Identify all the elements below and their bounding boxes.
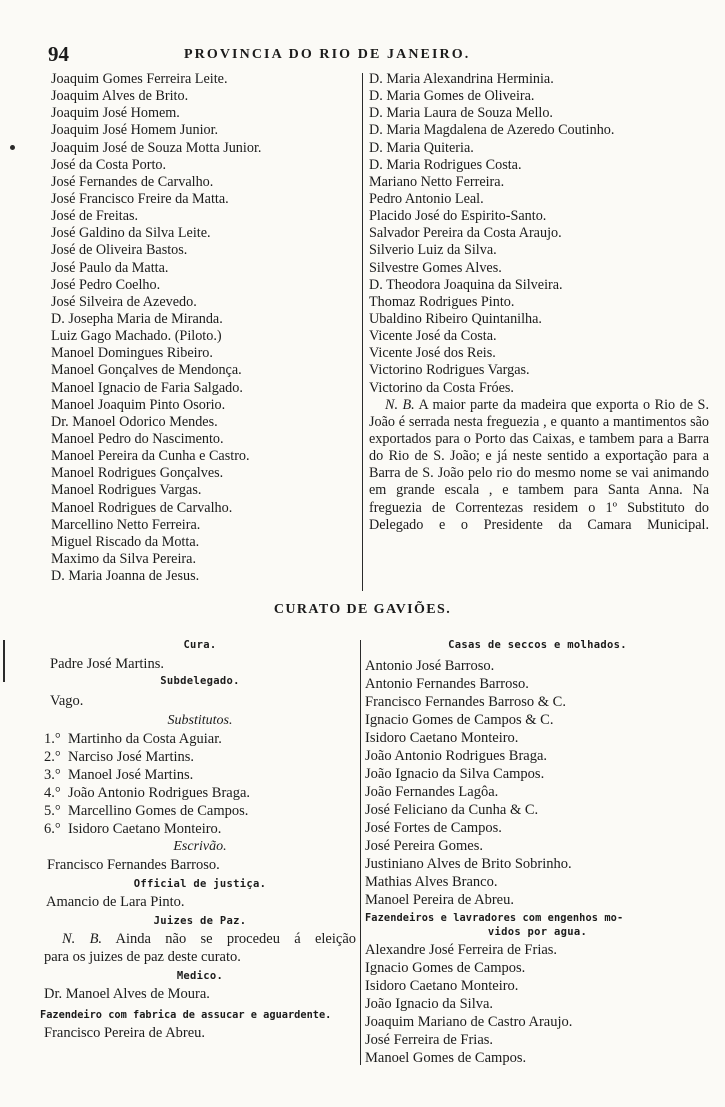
substituto-name: Marcellino Gomes de Campos. xyxy=(68,803,249,819)
name-entry: Miguel Riscado da Motta. xyxy=(51,533,200,550)
substituto-number: 2.° xyxy=(44,749,61,765)
lavradores-header-line-1: Fazendeiros e lavradores com engenhos mo- xyxy=(365,912,624,924)
substituto-entry xyxy=(44,820,356,838)
name-entry: Luiz Gago Machado. (Piloto.) xyxy=(51,328,222,345)
juizes-note-second-part: para os juizes de paz deste curato. xyxy=(44,949,241,965)
name-entry: D. Josepha Maria de Miranda. xyxy=(51,310,223,327)
lavrador-entry: Ignacio Gomes de Campos. xyxy=(365,960,526,976)
casa-entry: João Antonio Rodrigues Braga. xyxy=(365,748,548,764)
name-entry: Joaquim José Homem Junior. xyxy=(51,122,219,139)
fazendeiro-name: Francisco Pereira de Abreu. xyxy=(44,1025,206,1041)
lavradores-header-line-2: vidos por agua. xyxy=(487,926,588,938)
name-entry: Manoel Pereira da Cunha e Castro. xyxy=(51,448,250,465)
name-entry: D. Maria Joanna de Jesus. xyxy=(51,568,200,585)
note-text: A maior parte da madeira que exporta o Rio de S. João é serrada nesta freguezia , e quanto a mantimentos são exportados para o Porto das Caixas, e tambem para a Barra do Rio de S. João; e já neste sentido a exportação para a Barra de S. João pelo rio do mesmo nome se vai animando em grande escala , e tambem para Santa Anna. Na freguezia de Correntezas residem o 1º Substituto do Delegado e o Presidente da Camara Municipal. xyxy=(369,396,709,533)
substituto-number: 3.° xyxy=(44,767,61,783)
name-entry: Maximo da Silva Pereira. xyxy=(51,550,196,567)
substituto-number: 5.° xyxy=(44,803,61,819)
curato-commerce-column xyxy=(365,639,710,1067)
subdelegado-header: Subdelegado. xyxy=(160,675,240,687)
curato-officials-column xyxy=(40,639,357,1042)
name-entry: D. Maria Alexandrina Herminia. xyxy=(369,71,554,87)
substituto-number: 6.° xyxy=(44,821,61,837)
name-entry: Manoel Rodrigues Gonçalves. xyxy=(51,465,224,482)
substituto-entry xyxy=(44,730,356,748)
note-label: N. B. xyxy=(385,396,415,413)
juizes-note-first-part: Ainda não se procedeu á eleição xyxy=(115,931,357,947)
running-title: PROVINCIA DO RIO DE JANEIRO. xyxy=(184,47,471,62)
name-entry: José Francisco Freire da Matta. xyxy=(51,190,229,207)
name-entry: Marcellino Netto Ferreira. xyxy=(51,516,201,533)
name-entry: D. Maria Gomes de Oliveira. xyxy=(369,88,535,105)
name-entry: D. Maria Magdalena de Azeredo Coutinho. xyxy=(369,122,615,139)
casa-entry: João Ignacio da Silva Campos. xyxy=(365,766,545,782)
substituto-name: Narciso José Martins. xyxy=(68,749,195,765)
name-entry: Vicente José dos Reis. xyxy=(369,345,496,362)
casa-entry: Ignacio Gomes de Campos & C. xyxy=(365,712,554,728)
name-entry: Placido José do Espirito-Santo. xyxy=(369,208,547,225)
name-entry: Manoel Rodrigues de Carvalho. xyxy=(51,499,233,516)
casa-entry: Francisco Fernandes Barroso & C. xyxy=(365,694,566,710)
lavradores-list xyxy=(365,941,710,1067)
top-column-rule xyxy=(362,73,363,591)
juizes-header: Juizes de Paz. xyxy=(153,915,247,927)
subdelegado-name: Vago. xyxy=(50,693,84,709)
casas-list xyxy=(365,657,710,909)
name-entry: José Galdino da Silva Leite. xyxy=(51,225,211,242)
name-entry: Mariano Netto Ferreira. xyxy=(369,173,505,190)
name-entry: Joaquim Alves de Brito. xyxy=(51,88,189,105)
substitutos-header: Substitutos. xyxy=(167,713,233,728)
substituto-name: João Antonio Rodrigues Braga. xyxy=(68,785,251,801)
substituto-name: Manoel José Martins. xyxy=(68,767,194,783)
name-entry: José Pedro Coelho. xyxy=(51,276,161,293)
lavrador-entry: Isidoro Caetano Monteiro. xyxy=(365,978,519,994)
name-entry: José da Costa Porto. xyxy=(51,156,167,173)
lavrador-entry: José Ferreira de Frias. xyxy=(365,1032,494,1048)
lavrador-entry: Manoel Gomes de Campos. xyxy=(365,1050,527,1066)
lower-column-rule xyxy=(360,640,361,1065)
casa-entry: Isidoro Caetano Monteiro. xyxy=(365,730,519,746)
casa-entry: João Fernandes Lagôa. xyxy=(365,784,499,800)
casas-header: Casas de seccos e molhados. xyxy=(448,639,627,651)
margin-bullet-mark xyxy=(10,145,15,150)
page-number: 94 xyxy=(48,42,69,66)
name-entry: Dr. Manoel Odorico Mendes. xyxy=(51,413,218,430)
name-entry: Thomaz Rodrigues Pinto. xyxy=(369,293,515,310)
escrivao-header: Escrivão. xyxy=(173,839,227,854)
substituto-entry xyxy=(44,748,356,766)
name-entry: Manoel Ignacio de Faria Salgado. xyxy=(51,379,243,396)
oficial-name: Amancio de Lara Pinto. xyxy=(46,894,185,910)
name-entry: Manoel Pedro do Nascimento. xyxy=(51,430,224,447)
fazendeiro-header: Fazendeiro com fabrica de assucar e aguardente. xyxy=(40,1009,332,1021)
name-entry: Salvador Pereira da Costa Araujo. xyxy=(369,225,562,242)
name-entry: Joaquim José de Souza Motta Junior. xyxy=(51,139,262,156)
name-entry: José Fernandes de Carvalho. xyxy=(51,173,214,190)
cura-header: Cura. xyxy=(183,639,217,651)
timber-export-note xyxy=(369,397,709,534)
substitutos-list xyxy=(44,730,356,838)
name-entry: Silverio Luiz da Silva. xyxy=(369,242,497,259)
substituto-number: 1.° xyxy=(44,731,61,747)
substituto-name: Martinho da Costa Aguiar. xyxy=(68,731,222,747)
casa-entry: Manoel Pereira de Abreu. xyxy=(365,892,514,908)
lavrador-entry: João Ignacio da Silva. xyxy=(365,996,494,1012)
name-entry: Joaquim José Homem. xyxy=(51,105,180,122)
name-entry: Vicente José da Costa. xyxy=(369,328,497,345)
casa-entry: Justiniano Alves de Brito Sobrinho. xyxy=(365,856,572,872)
page-header xyxy=(48,42,608,72)
substituto-name: Isidoro Caetano Monteiro. xyxy=(68,821,222,837)
lavrador-entry: Alexandre José Ferreira de Frias. xyxy=(365,942,558,958)
top-left-name-list xyxy=(51,71,351,585)
name-entry: D. Maria Quiteria. xyxy=(369,139,474,156)
substituto-entry xyxy=(44,802,356,820)
name-entry: José de Oliveira Bastos. xyxy=(51,242,188,259)
juizes-note-label: N. B. xyxy=(62,931,103,947)
section-title: CURATO DE GAVIÕES. xyxy=(273,602,452,617)
name-entry: José de Freitas. xyxy=(51,208,139,225)
name-entry: José Paulo da Matta. xyxy=(51,259,169,276)
juizes-note-line xyxy=(44,930,356,948)
name-entry: Ubaldino Ribeiro Quintanilha. xyxy=(369,310,542,327)
cura-name: Padre José Martins. xyxy=(50,656,164,672)
casa-entry: José Fortes de Campos. xyxy=(365,820,502,836)
name-entry: D. Maria Rodrigues Costa. xyxy=(369,156,522,173)
name-entry: Manoel Joaquim Pinto Osorio. xyxy=(51,396,226,413)
medico-name: Dr. Manoel Alves de Moura. xyxy=(44,986,210,1002)
casa-entry: José Feliciano da Cunha & C. xyxy=(365,802,539,818)
name-entry: Pedro Antonio Leal. xyxy=(369,190,484,207)
substituto-entry xyxy=(44,766,356,784)
oficial-header: Official de justiça. xyxy=(133,878,267,890)
casa-entry: Antonio José Barroso. xyxy=(365,658,495,674)
top-right-name-list xyxy=(369,71,710,534)
name-entry: Manoel Rodrigues Vargas. xyxy=(51,482,202,499)
casa-entry: Mathias Alves Branco. xyxy=(365,874,498,890)
name-entry: D. Theodora Joaquina da Silveira. xyxy=(369,276,563,293)
name-entry: Manoel Domingues Ribeiro. xyxy=(51,345,213,362)
name-entry: Manoel Gonçalves de Mendonça. xyxy=(51,362,242,379)
name-entry: José Silveira de Azevedo. xyxy=(51,293,197,310)
casa-entry: Antonio Fernandes Barroso. xyxy=(365,676,529,692)
lavrador-entry: Joaquim Mariano de Castro Araujo. xyxy=(365,1014,573,1030)
name-entry: D. Maria Laura de Souza Mello. xyxy=(369,105,553,122)
margin-bracket-mark xyxy=(3,640,5,682)
escrivao-name: Francisco Fernandes Barroso. xyxy=(47,857,220,873)
medico-header: Medico. xyxy=(176,970,224,982)
substituto-number: 4.° xyxy=(44,785,61,801)
name-entry: Joaquim Gomes Ferreira Leite. xyxy=(51,71,228,87)
name-entry: Victorino Rodrigues Vargas. xyxy=(369,362,530,379)
casa-entry: José Pereira Gomes. xyxy=(365,838,483,854)
name-entry: Silvestre Gomes Alves. xyxy=(369,259,502,276)
substituto-entry xyxy=(44,784,356,802)
name-entry: Victorino da Costa Fróes. xyxy=(369,379,514,396)
